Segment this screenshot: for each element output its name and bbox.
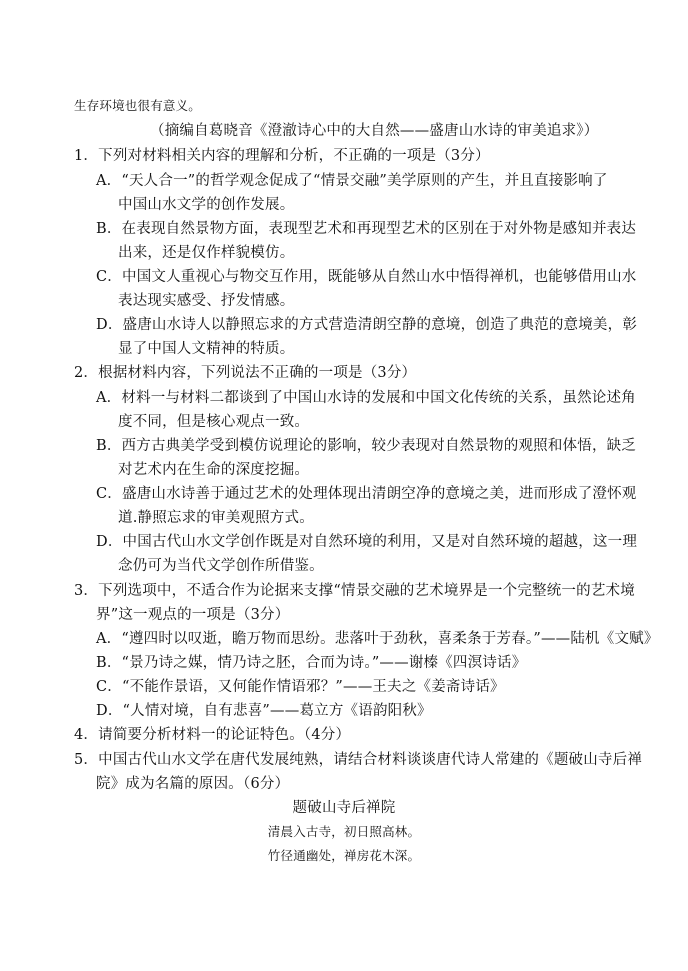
q3-option-d: D．“人情对境，自有悲喜”——葛立方《语韵阳秋》 bbox=[96, 703, 432, 719]
q1-option-c: C．中国文人重视心与物交互作用，既能够从自然山水中悟得禅机，也能够借用山水 bbox=[96, 269, 637, 285]
q1-stem: 1．下列对材料相关内容的理解和分析，不正确的一项是（3分） bbox=[74, 148, 490, 164]
q2-option-b-cont: 对艺术内在生命的深度挖掘。 bbox=[118, 462, 310, 478]
q3-option-c: C．“不能作景语，又何能作情语邪？”——王夫之《姜斋诗话》 bbox=[96, 679, 505, 695]
q2-option-a-cont: 度不同，但是核心观点一致。 bbox=[118, 414, 310, 430]
q3-stem: 3．下列选项中，不适合作为论据来支撑“情景交融的艺术境界是一个完整统一的艺术境 bbox=[74, 583, 635, 599]
q2-stem: 2．根据材料内容，下列说法不正确的一项是（3分） bbox=[74, 365, 417, 381]
q1-option-b: B．在表现自然景物方面，表现型艺术和再现型艺术的区别在于对外物是感知并表达 bbox=[96, 221, 637, 237]
poem-title: 题破山寺后禅院 bbox=[292, 800, 396, 816]
q2-option-d-cont: 念仍可为当代文学创作所借鉴。 bbox=[118, 558, 324, 574]
q1-option-a: A．“天人合一”的哲学观念促成了“情景交融”美学原则的产生，并且直接影响了 bbox=[96, 173, 608, 189]
q3-option-a: A．“遵四时以叹逝，瞻万物而思纷。悲落叶于劲秋，喜柔条于芳春。”——陆机《文赋》 bbox=[96, 631, 659, 647]
q1-option-c-cont: 表达现实感受、抒发情感。 bbox=[118, 293, 295, 309]
q2-option-a: A．材料一与材料二都谈到了中国山水诗的发展和中国文化传统的关系，虽然论述角 bbox=[96, 390, 636, 406]
q1-option-d: D．盛唐山水诗人以静照忘求的方式营造清朗空静的意境，创造了典范的意境美，彰 bbox=[96, 317, 638, 333]
q2-option-c-cont: 道.静照忘求的审美观照方式。 bbox=[118, 510, 314, 526]
poem-line-2: 竹径通幽处，禅房花木深。 bbox=[267, 848, 421, 863]
q2-option-c: C．盛唐山水诗善于通过艺术的处理体现出清朗空净的意境之美，进而形成了澄怀观 bbox=[96, 486, 637, 502]
q3-stem-cont: 界”这一观点的一项是（3分） bbox=[96, 607, 290, 623]
q1-option-a-cont: 中国山水文学的创作发展。 bbox=[118, 197, 295, 213]
lead-line: 生存环境也很有意义。 bbox=[74, 98, 202, 113]
source-citation: （摘编自葛晓音《澄澈诗心中的大自然——盛唐山水诗的审美追求》） bbox=[150, 123, 599, 139]
q2-option-d: D．中国古代山水文学创作既是对自然环境的利用，又是对自然环境的超越，这一理 bbox=[96, 534, 638, 550]
q4-stem: 4．请简要分析材料一的论证特色。（4分） bbox=[74, 727, 351, 743]
q1-option-d-cont: 显了中国人文精神的特质。 bbox=[118, 341, 295, 357]
q3-option-b: B．“景乃诗之媒，情乃诗之胚，合而为诗。”——谢榛《四溟诗话》 bbox=[96, 655, 527, 671]
q5-stem: 5．中国古代山水文学在唐代发展纯熟，请结合材料谈谈唐代诗人常建的《题破山寺后禅 bbox=[74, 752, 643, 768]
q2-option-b: B．西方古典美学受到模仿说理论的影响，较少表现对自然景物的观照和体悟，缺乏 bbox=[96, 438, 637, 454]
q5-stem-cont: 院》成为名篇的原因。（6分） bbox=[96, 776, 290, 792]
q1-option-b-cont: 出来，还是仅作样貌模仿。 bbox=[118, 245, 295, 261]
poem-line-1: 清晨入古寺，初日照高林。 bbox=[267, 824, 421, 839]
